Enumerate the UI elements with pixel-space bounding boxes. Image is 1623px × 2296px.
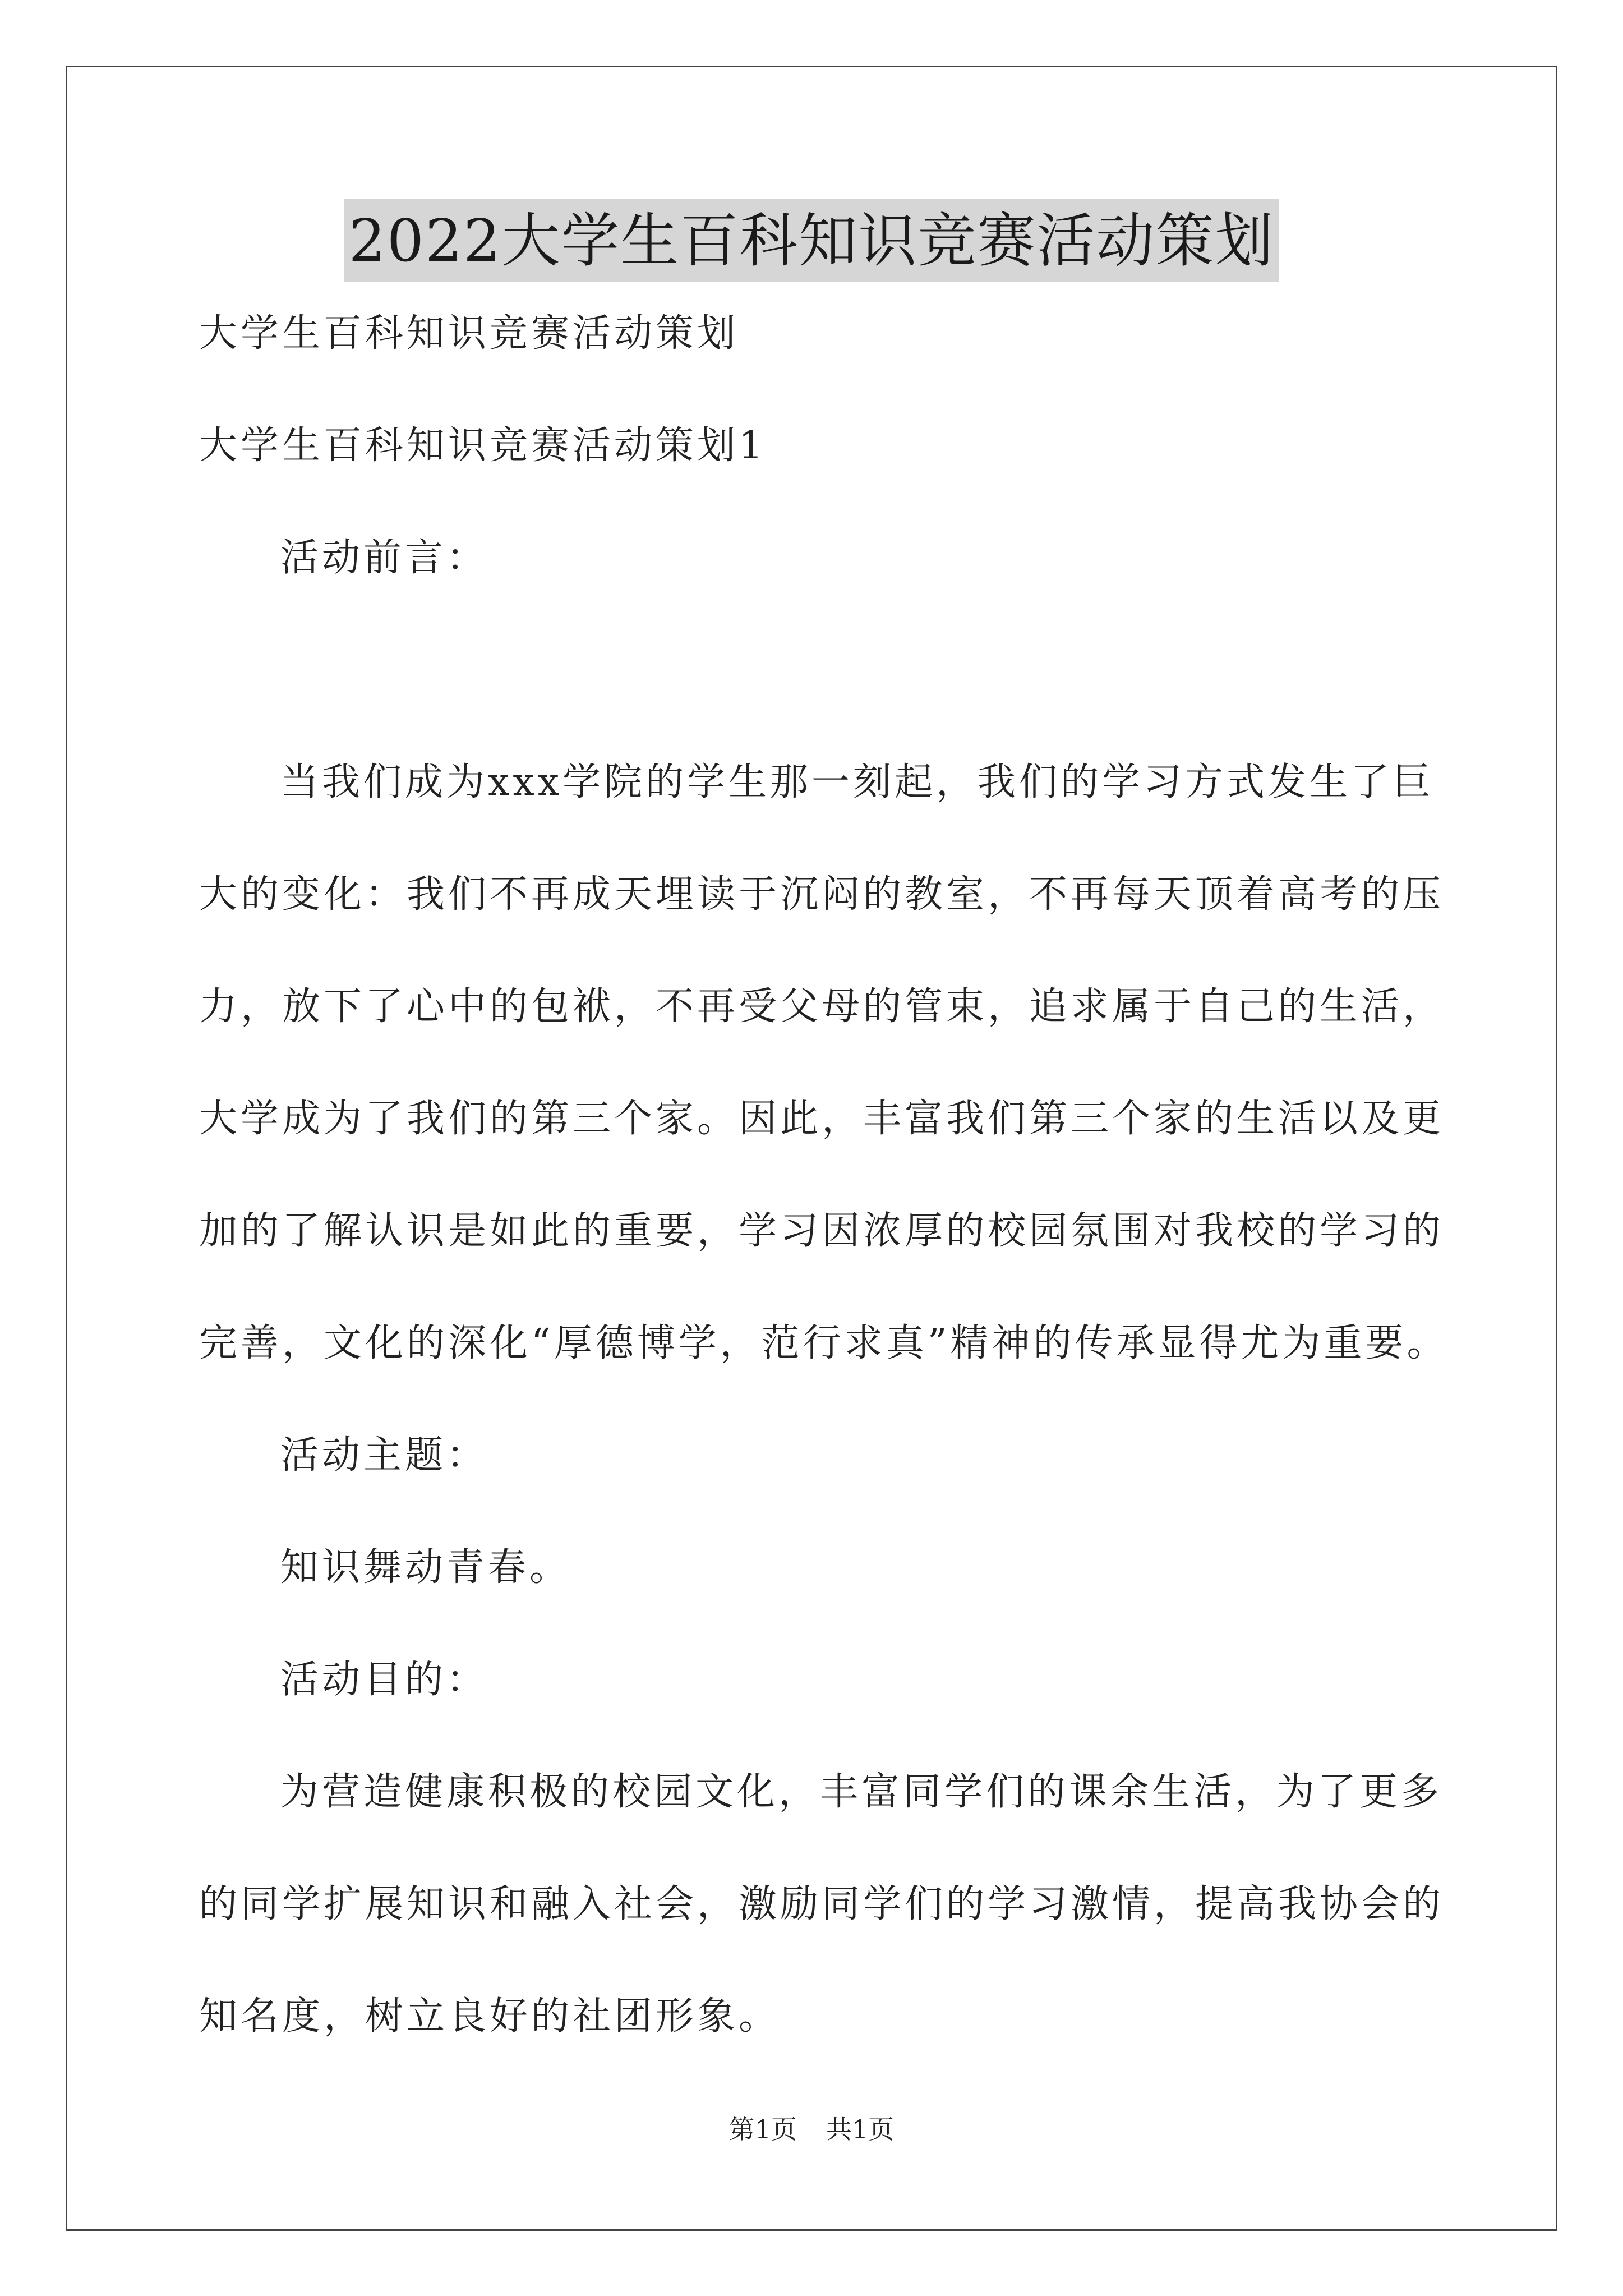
label-theme: 活动主题：: [280, 1433, 488, 1478]
paragraph-line: 大学成为了我们的第三个家。因此，丰富我们第三个家的生活以及更: [199, 1097, 1445, 1141]
paragraph-line: 的同学扩展知识和融入社会，激励同学们的学习激情，提高我协会的: [199, 1882, 1445, 1926]
theme-text: 知识舞动青春。: [280, 1545, 571, 1590]
subtitle-line: 大学生百科知识竞赛活动策划: [199, 311, 739, 356]
paragraph-line: 为营造健康积极的校园文化，丰富同学们的课余生活，为了更多: [280, 1770, 1443, 1814]
paragraph-line: 加的了解认识是如此的重要，学习因浓厚的校园氛围对我校的学习的: [199, 1209, 1445, 1253]
paragraph-line: 大的变化：我们不再成天埋读于沉闷的教室，不再每天顶着高考的压: [199, 872, 1445, 917]
page-total: 共1页: [826, 2114, 895, 2145]
paragraph-line: 完善，文化的深化“厚德博学，范行求真”精神的传承显得尤为重要。: [199, 1321, 1449, 1365]
page-footer: [0, 2109, 1623, 2146]
page-number: 第1页: [728, 2114, 797, 2145]
document-title: 2022大学生百科知识竞赛活动策划: [344, 199, 1279, 282]
paragraph-line: 当我们成为xxx学院的学生那一刻起，我们的学习方式发生了巨: [280, 760, 1435, 804]
paragraph-line: 力，放下了心中的包袱，不再受父母的管束，追求属于自己的生活，: [199, 984, 1445, 1029]
title-container: [0, 199, 1623, 282]
label-preface: 活动前言：: [280, 536, 488, 580]
label-purpose: 活动目的：: [280, 1658, 488, 1702]
paragraph-line: 知名度，树立良好的社团形象。: [199, 1994, 781, 2039]
section-heading-1: 大学生百科知识竞赛活动策划1: [199, 424, 767, 468]
